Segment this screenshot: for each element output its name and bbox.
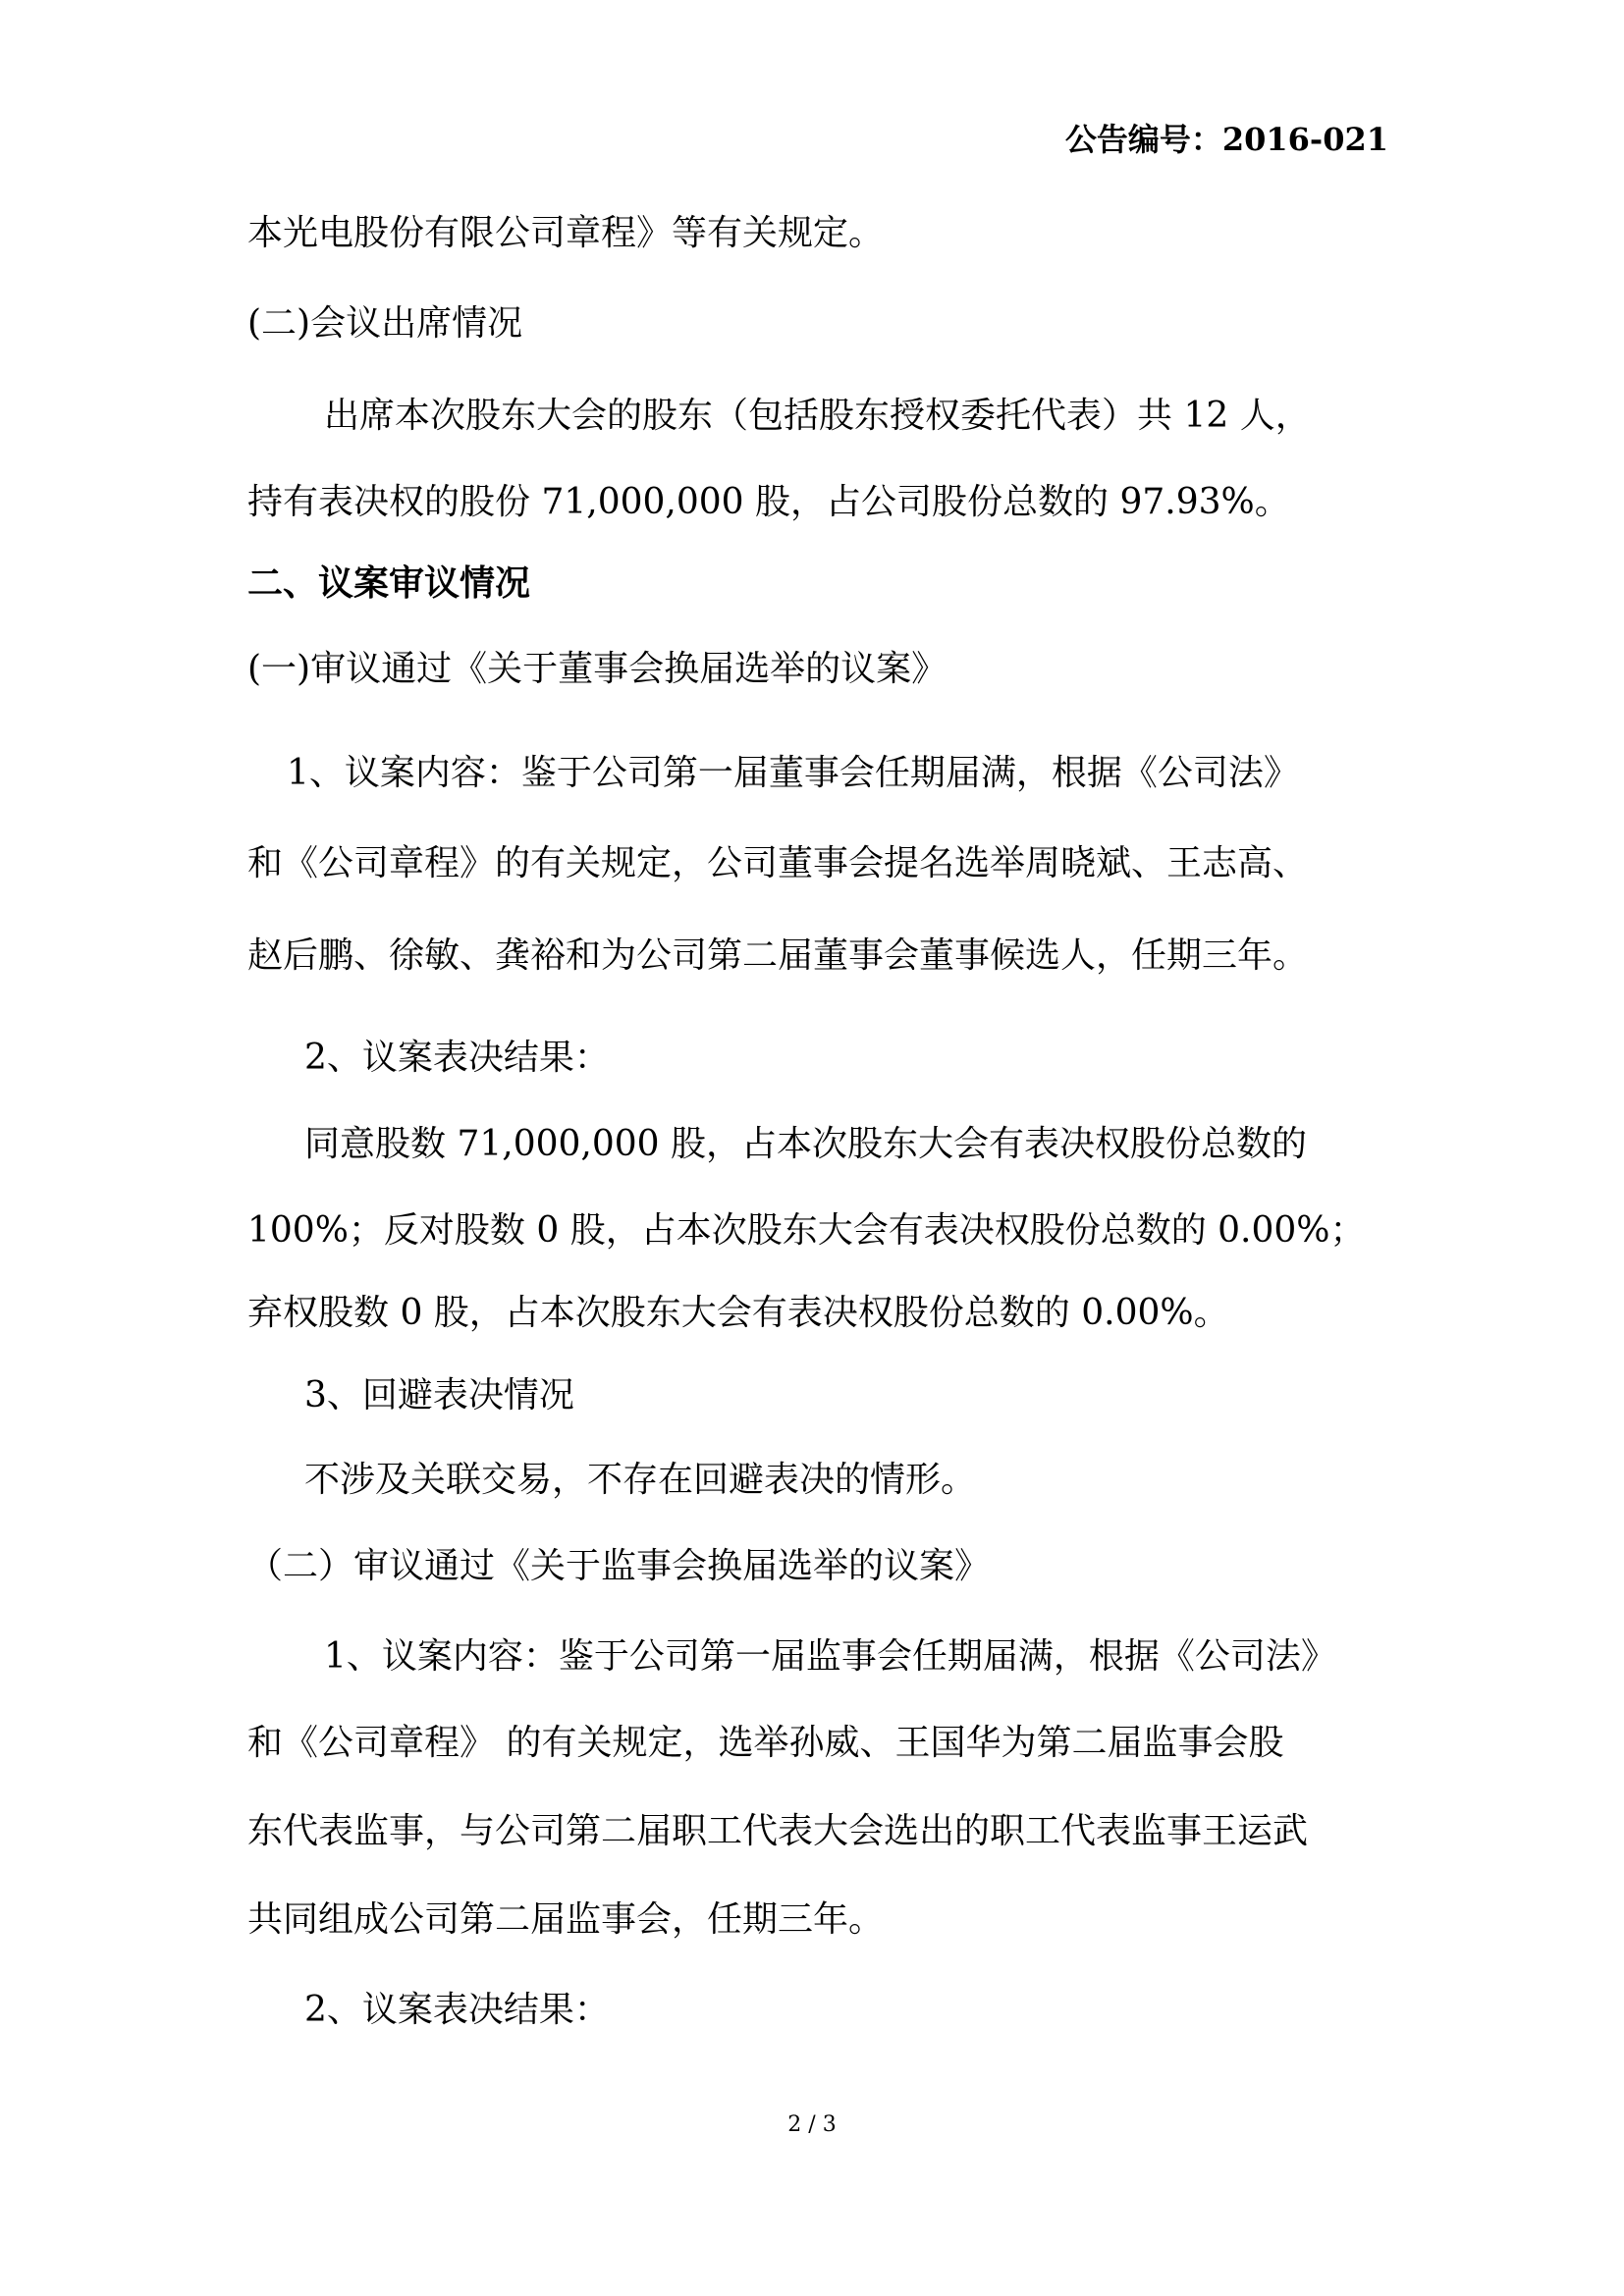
paragraph-line: 1、议案内容：鉴于公司第一届董事会任期届满，根据《公司法》 — [287, 753, 1299, 793]
page-number: 2 / 3 — [787, 2112, 837, 2137]
subsection-heading: (一)审议通过《关于董事会换届选举的议案》 — [247, 649, 947, 689]
subsection-heading: （二）审议通过《关于监事会换届选举的议案》 — [247, 1546, 991, 1586]
paragraph-line: 3、回避表决情况 — [304, 1375, 574, 1415]
announcement-number: 公告编号：2016-021 — [1064, 121, 1388, 158]
paragraph-line: 1、议案内容：鉴于公司第一届监事会任期届满，根据《公司法》 — [324, 1636, 1336, 1677]
paragraph-line: 弃权股数 0 股，占本次股东大会有表决权股份总数的 0.00%。 — [247, 1293, 1229, 1333]
paragraph-line: 同意股数 71,000,000 股，占本次股东大会有表决权股份总数的 — [304, 1124, 1308, 1164]
paragraph-line: 和《公司章程》 的有关规定，选举孙威、王国华为第二届监事会股 — [247, 1723, 1284, 1763]
paragraph-line: 和《公司章程》的有关规定，公司董事会提名选举周晓斌、王志高、 — [247, 843, 1309, 883]
paragraph-line: 不涉及关联交易，不存在回避表决的情形。 — [304, 1460, 977, 1500]
paragraph-line: 赵后鹏、徐敏、龚裕和为公司第二届董事会董事候选人，任期三年。 — [247, 935, 1309, 976]
section-heading: 二、议案审议情况 — [247, 562, 531, 604]
section-heading: (二)会议出席情况 — [247, 303, 523, 344]
paragraph-line: 东代表监事，与公司第二届职工代表大会选出的职工代表监事王运武 — [247, 1811, 1309, 1851]
paragraph-line: 2、议案表决结果： — [304, 1038, 610, 1078]
paragraph-line: 2、议案表决结果： — [304, 1990, 610, 2030]
paragraph-line: 出席本次股东大会的股东（包括股东授权委托代表）共 12 人， — [324, 396, 1311, 436]
paragraph-line: 持有表决权的股份 71,000,000 股，占公司股份总数的 97.93%。 — [247, 482, 1290, 522]
paragraph-line: 共同组成公司第二届监事会，任期三年。 — [247, 1899, 885, 1940]
paragraph-line: 100%；反对股数 0 股，占本次股东大会有表决权股份总数的 0.00%； — [247, 1210, 1366, 1251]
paragraph-line: 本光电股份有限公司章程》等有关规定。 — [247, 213, 885, 253]
